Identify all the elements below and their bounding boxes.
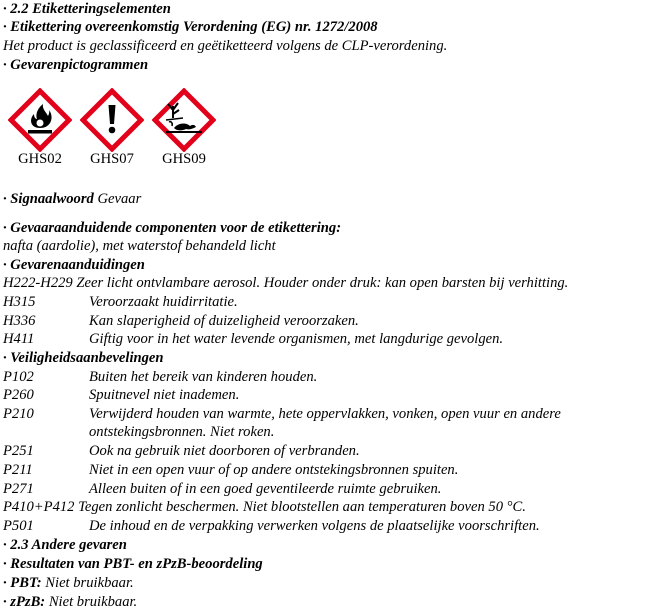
pictogram-code: GHS02 [18, 151, 62, 167]
hazard-statement [3, 330, 503, 348]
hazard-text: Veroorzaakt huidirritatie. [89, 294, 238, 310]
hazard-code: H222-H229 [3, 275, 73, 291]
flame-icon [8, 88, 72, 152]
regulation-text: Het product is geclassificeerd en geëtiketteerd volgens de CLP-verordening. [3, 38, 448, 54]
hazard-text: Zeer licht ontvlambare aerosol. Houder onder druk: kan open barsten bij verhitting. [72, 275, 569, 291]
hazard-statements-heading: · Gevarenaanduidingen [3, 257, 145, 273]
precaution-text: Verwijderd houden van warmte, hete oppervlakken, vonken, open vuur en andere [89, 406, 561, 422]
section-heading-2-2: · 2.2 Etiketteringselementen [3, 1, 171, 17]
precaution-text: De inhoud en de verpakking verwerken volgens de plaatselijke voorschriften. [89, 518, 540, 534]
regulation-heading: · Etikettering overeenkomstig Verordening (EG) nr. 1272/2008 [3, 19, 378, 35]
precaution-code: P271 [3, 481, 34, 497]
precautionary-statement [3, 461, 458, 479]
precaution-text-continued: ontstekingsbronnen. Niet roken. [89, 424, 275, 440]
pictogram-ghs02 [8, 88, 72, 167]
hazard-code: H315 [3, 294, 36, 310]
precaution-text: Buiten het bereik van kinderen houden. [89, 369, 318, 385]
signal-value: Gevaar [93, 191, 142, 207]
precautionary-statement [3, 368, 317, 386]
pbt-vpvb-heading: · Resultaten van PBT- en zPzB-beoordeling [3, 556, 263, 572]
pbt-result [3, 574, 134, 592]
pbt-label: · PBT: [3, 575, 42, 591]
pictogram-ghs07 [80, 88, 144, 167]
vpvb-result [3, 593, 137, 611]
hazard-code: H411 [3, 331, 35, 347]
precaution-code: P211 [3, 462, 33, 478]
precaution-text: Alleen buiten of in een goed geventileerde ruimte gebruiken. [89, 481, 442, 497]
pictograms-heading: · Gevarenpictogrammen [3, 57, 149, 73]
exclamation-mark-icon [80, 88, 144, 152]
precaution-text: Niet in een open vuur of op andere ontstekingsbronnen spuiten. [89, 462, 459, 478]
components-heading: · Gevaaraanduidende componenten voor de etikettering: [3, 220, 342, 236]
precautionary-statement [3, 517, 540, 535]
hazard-text: Kan slaperigheid of duizeligheid veroorzaken. [89, 313, 359, 329]
components-text: nafta (aardolie), met waterstof behandeld licht [3, 238, 276, 254]
precautionary-heading: · Veiligheidsaanbevelingen [3, 350, 164, 366]
signal-word [3, 190, 141, 208]
environment-icon [152, 88, 216, 152]
precaution-text: Ook na gebruik niet doorboren of verbranden. [89, 443, 360, 459]
precaution-code: P260 [3, 387, 34, 403]
precautionary-statement [3, 386, 239, 404]
precautionary-statement [3, 405, 561, 423]
vpvb-value: Niet bruikbaar. [45, 594, 138, 610]
precautionary-statement [3, 498, 526, 516]
pictogram-code: GHS07 [90, 151, 134, 167]
precautionary-statement [3, 480, 441, 498]
hazard-pictograms [8, 88, 206, 176]
precaution-code: P251 [3, 443, 34, 459]
hazard-statement [3, 274, 568, 292]
precaution-code: P501 [3, 518, 34, 534]
pbt-value: Niet bruikbaar. [41, 575, 134, 591]
precautionary-statement [3, 442, 360, 460]
hazard-statement [3, 293, 238, 311]
pictogram-ghs09 [152, 88, 216, 167]
hazard-text: Giftig voor in het water levende organismen, met langdurige gevolgen. [89, 331, 504, 347]
vpvb-label: · zPzB: [3, 594, 46, 610]
precaution-code: P410+P412 [3, 499, 75, 515]
pictogram-code: GHS09 [162, 151, 206, 167]
precaution-text: Spuitnevel niet inademen. [89, 387, 240, 403]
precaution-code: P102 [3, 369, 34, 385]
hazard-code: H336 [3, 313, 36, 329]
precaution-text: Tegen zonlicht beschermen. Niet blootstellen aan temperaturen boven 50 °C. [74, 499, 526, 515]
section-heading-2-3: · 2.3 Andere gevaren [3, 537, 127, 553]
signal-label: · Signaalwoord [3, 191, 94, 207]
precaution-code: P210 [3, 406, 34, 422]
hazard-statement [3, 312, 359, 330]
